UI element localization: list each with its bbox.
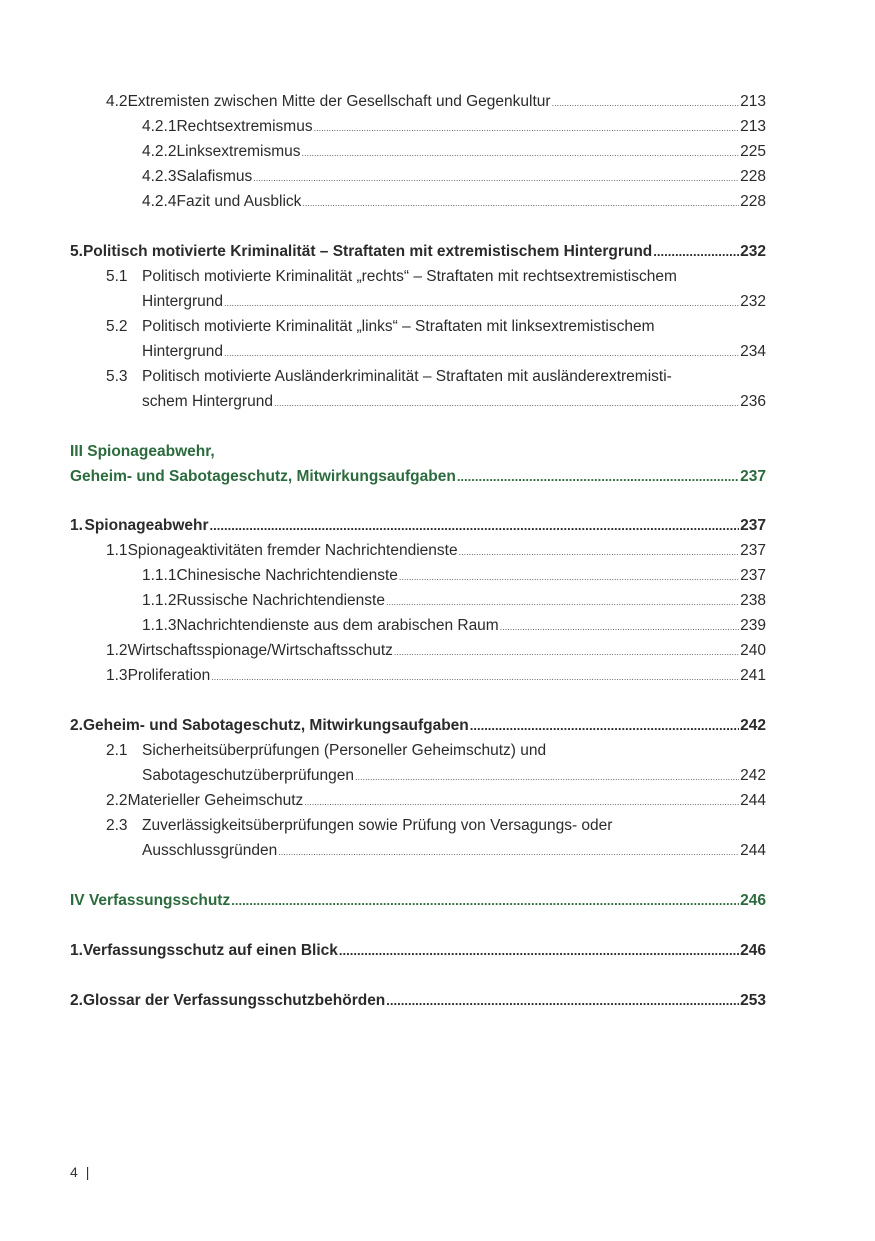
toc-entry-number: 1.1.3: [142, 617, 177, 634]
dot-leader: [314, 117, 740, 139]
toc-entry[interactable]: [142, 166, 766, 188]
toc-entry-title: IV Verfassungsschutz: [70, 892, 231, 909]
toc-entry-title: Spionageabwehr: [84, 517, 209, 534]
toc-entry-continuation[interactable]: [70, 466, 766, 488]
toc-entry-number: 4.2.2: [142, 143, 177, 160]
dot-leader: [278, 841, 739, 863]
toc-entry[interactable]: [70, 441, 215, 463]
toc-entry-title: Russische Nachrichtendienste: [176, 592, 385, 609]
dot-leader: [302, 192, 739, 214]
toc-entry[interactable]: [106, 740, 546, 762]
toc-entry[interactable]: [142, 615, 766, 637]
toc-entry-page: 232: [740, 243, 766, 260]
toc-entry[interactable]: [106, 665, 766, 687]
toc-entry-number: 4.2: [106, 93, 128, 110]
toc-entry-title-continued: Hintergrund: [142, 293, 223, 310]
toc-entry-title: Verfassungsschutz auf einen Blick: [82, 942, 338, 959]
toc-entry-title-continued: Hintergrund: [142, 343, 223, 360]
toc-entry-title: Politisch motivierte Kriminalität „rechts“ – Straftaten mit rechtsextremistischem: [142, 268, 677, 285]
dot-leader: [470, 715, 739, 737]
toc-entry-page: 234: [740, 343, 766, 360]
dot-leader: [653, 241, 739, 263]
toc-entry-number: 4.2.4: [142, 193, 177, 210]
dot-leader: [231, 890, 739, 912]
dot-leader: [339, 940, 739, 962]
toc-entry-page: 232: [740, 293, 766, 310]
toc-entry-page: 242: [740, 717, 766, 734]
toc-entry[interactable]: [70, 940, 766, 962]
dot-leader: [500, 616, 739, 638]
toc-entry-page: 237: [740, 567, 766, 584]
toc-entry-page: 253: [740, 992, 766, 1009]
toc-entry[interactable]: [106, 266, 677, 288]
toc-entry-number: 4.2.3: [142, 168, 177, 185]
dot-leader: [457, 466, 739, 488]
toc-entry-number: 2.1: [106, 742, 128, 759]
footer-separator: |: [85, 1164, 90, 1180]
toc-entry-continuation[interactable]: [142, 391, 766, 413]
toc-entry-page: 237: [740, 517, 766, 534]
toc-entry-title: Materieller Geheimschutz: [127, 792, 304, 809]
toc-entry-number: 2.: [70, 717, 83, 734]
toc-entry-page: 246: [740, 892, 766, 909]
toc-entry-page: 244: [740, 842, 766, 859]
dot-leader: [210, 515, 740, 537]
toc-entry-page: 225: [740, 143, 766, 160]
toc-entry-page: 239: [740, 617, 766, 634]
toc-entry-title: Spionageaktivitäten fremder Nachrichtendienste: [127, 542, 458, 559]
dot-leader: [355, 766, 739, 788]
toc-entry-title-continued: Sabotageschutzüberprüfungen: [142, 767, 354, 784]
toc-entry-title: Politisch motivierte Kriminalität „links“ – Straftaten mit linksextremistischem: [142, 318, 655, 335]
toc-entry-page: 244: [740, 792, 766, 809]
toc-entry-page: 213: [740, 93, 766, 110]
toc-entry-title: Salafismus: [176, 168, 253, 185]
toc-entry-title: Proliferation: [127, 667, 211, 684]
toc-entry[interactable]: [142, 116, 766, 138]
dot-leader: [399, 566, 739, 588]
toc-entry-page: 236: [740, 393, 766, 410]
toc-entry[interactable]: [142, 565, 766, 587]
page-footer: [70, 1164, 89, 1180]
dot-leader: [394, 641, 739, 663]
toc-entry-page: 238: [740, 592, 766, 609]
toc-entry[interactable]: [106, 91, 766, 113]
toc-entry-page: 241: [740, 667, 766, 684]
toc-entry[interactable]: [142, 191, 766, 213]
dot-leader: [274, 392, 739, 414]
toc-entry-number: 5.1: [106, 268, 128, 285]
toc-entry-number: 4.2.1: [142, 118, 177, 135]
toc-entry-number: 2.3: [106, 817, 128, 834]
toc-entry[interactable]: [106, 790, 766, 812]
toc-entry-title: Sicherheitsüberprüfungen (Personeller Geheimschutz) und: [142, 742, 547, 759]
toc-entry-number: 5.3: [106, 368, 128, 385]
toc-entry-title: Nachrichtendienste aus dem arabischen Raum: [176, 617, 499, 634]
toc-entry-number: 1.1.2: [142, 592, 177, 609]
toc-entry-number: 2.: [70, 992, 83, 1009]
toc-entry-title: Chinesische Nachrichtendienste: [176, 567, 398, 584]
dot-leader: [302, 142, 740, 164]
dot-leader: [386, 591, 739, 613]
toc-entry-number: 1.1.1: [142, 567, 177, 584]
toc-entry-title-continued: schem Hintergrund: [142, 393, 273, 410]
dot-leader: [386, 990, 739, 1012]
toc-entry-title: Zuverlässigkeitsüberprüfungen sowie Prüfung von Versagungs- oder: [142, 817, 613, 834]
toc-entry-number: 2.2: [106, 792, 128, 809]
dot-leader: [552, 92, 740, 114]
toc-entry-continuation[interactable]: [142, 765, 766, 787]
toc-entry-title: Fazit und Ausblick: [176, 193, 302, 210]
dot-leader: [304, 791, 739, 813]
toc-entry-page: 240: [740, 642, 766, 659]
toc-entry-title: Rechtsextremismus: [176, 118, 313, 135]
toc-entry-number: 1.: [70, 942, 83, 959]
toc-entry-number: 5.2: [106, 318, 128, 335]
dot-leader: [253, 167, 739, 189]
toc-entry[interactable]: [70, 241, 766, 263]
page-number: 4: [70, 1164, 78, 1180]
toc-entry-title: III Spionageabwehr,: [70, 443, 215, 460]
toc-entry-page: 237: [740, 542, 766, 559]
dot-leader: [459, 541, 740, 563]
dot-leader: [224, 292, 739, 314]
toc-entry-page: 237: [740, 468, 766, 485]
toc-entry-title: Glossar der Verfassungsschutzbehörden: [82, 992, 386, 1009]
toc-entry-continuation[interactable]: [142, 341, 766, 363]
toc-entry-number: 1.1: [106, 542, 128, 559]
toc-entry-number: 5.: [70, 243, 83, 260]
toc-entry[interactable]: [70, 515, 766, 537]
toc-entry[interactable]: [106, 316, 655, 338]
toc-entry-page: 228: [740, 193, 766, 210]
toc-entry-title: Geheim- und Sabotageschutz, Mitwirkungsaufgaben: [82, 717, 469, 734]
toc-entry[interactable]: [106, 815, 612, 837]
toc-entry-page: 228: [740, 168, 766, 185]
dot-leader: [211, 666, 739, 688]
toc-entry[interactable]: [142, 590, 766, 612]
toc-entry[interactable]: [106, 640, 766, 662]
toc-entry-title: Politisch motivierte Kriminalität – Straftaten mit extremistischem Hintergrund: [82, 243, 653, 260]
toc-entry-title-continued: Geheim- und Sabotageschutz, Mitwirkungsaufgaben: [70, 468, 456, 485]
toc-entry-page: 246: [740, 942, 766, 959]
toc-entry-number: 1.: [70, 517, 83, 534]
toc-entry-title: Politisch motivierte Ausländerkriminalität – Straftaten mit ausländerextremisti-: [142, 368, 672, 385]
toc-entry-number: 1.3: [106, 667, 128, 684]
toc-entry-title: Linksextremismus: [176, 143, 301, 160]
toc-entry[interactable]: [70, 715, 766, 737]
toc-entry-page: 213: [740, 118, 766, 135]
toc-entry-continuation[interactable]: [142, 291, 766, 313]
toc-entry-page: 242: [740, 767, 766, 784]
toc-entry-number: 1.2: [106, 642, 128, 659]
toc-entry[interactable]: [142, 141, 766, 163]
toc-entry[interactable]: [70, 990, 766, 1012]
toc-entry[interactable]: [70, 890, 766, 912]
toc-entry-continuation[interactable]: [142, 840, 766, 862]
dot-leader: [224, 342, 739, 364]
toc-entry-title: Extremisten zwischen Mitte der Gesellschaft und Gegenkultur: [127, 93, 551, 110]
toc-entry[interactable]: [106, 540, 766, 562]
toc-entry-title-continued: Ausschlussgründen: [142, 842, 278, 859]
toc-entry-title: Wirtschaftsspionage/Wirtschaftsschutz: [127, 642, 393, 659]
toc-entry[interactable]: [106, 366, 672, 388]
